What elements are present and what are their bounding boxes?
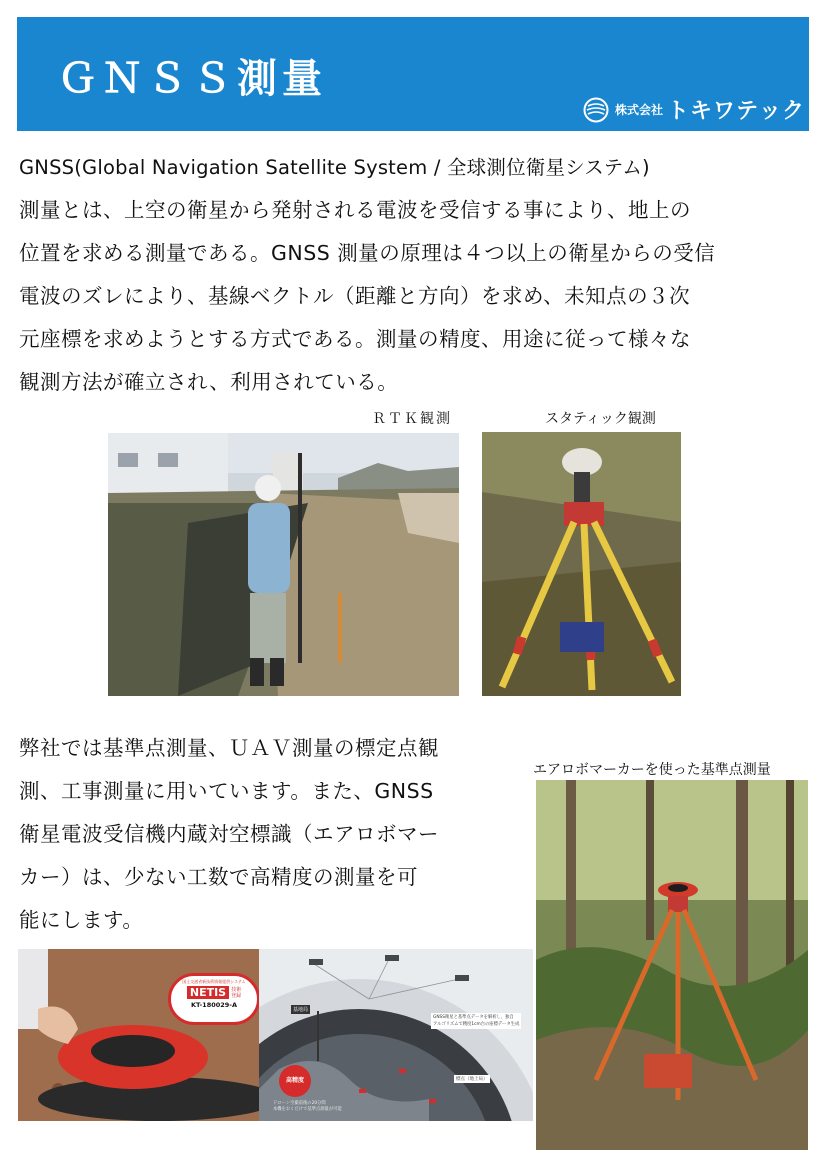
diagram-label-analysis	[431, 1013, 521, 1029]
caption-rtk: ＲＴＫ観測	[372, 411, 452, 427]
diagram-note-line: 本機をおくだけで基準点測量が可能	[273, 1107, 342, 1112]
company-name: トキワテック	[666, 99, 805, 124]
intro-line: 測量とは、上空の衛星から発射される電波を受信する事により、地上の	[19, 198, 691, 222]
aerobo-marker-forest-photo	[536, 780, 808, 1150]
diagram-note	[273, 1101, 342, 1113]
description-line: 衛星電波受信機内蔵対空標識（エアロボマー	[19, 822, 439, 846]
intro-line: GNSS(Global Navigation Satellite System / 全球測位衛星システム)	[19, 156, 650, 179]
description-line: 測、工事測量に用いています。また、GNSS	[19, 779, 434, 803]
intro-line: 位置を求める測量である。GNSS 測量の原理は４つ以上の衛星からの受信	[19, 241, 716, 265]
caption-aerobo: エアロボマーカーを使った基準点測量	[533, 762, 771, 778]
diagram-label-marker: 標点（地上局）	[456, 1077, 488, 1082]
netis-top-text: 国土交通省新技術情報提供システム	[182, 979, 246, 984]
description-line: 弊社では基準点測量、ＵＡＶ測量の標定点観	[19, 736, 439, 760]
description-line: カー）は、少ない工数で高精度の測量を可	[19, 865, 418, 889]
intro-line: 電波のズレにより、基線ベクトル（距離と方向）を求め、未知点の３次	[19, 284, 691, 308]
netis-side-text: 登録	[231, 992, 242, 999]
caption-static: スタティック観測	[545, 411, 656, 427]
gnss-diagram	[259, 949, 533, 1121]
diagram-badge-high-precision: 高精度	[285, 1077, 304, 1084]
diagram-label-base: 基地局	[293, 1007, 309, 1013]
header-banner	[17, 17, 809, 131]
netis-code: KT-180029-A	[190, 1001, 238, 1009]
intro-line: 観測方法が確立され、利用されている。	[19, 370, 399, 394]
company-prefix: 株式会社	[614, 103, 663, 117]
description-paragraph	[19, 727, 514, 942]
diagram-analysis-line: GNSS衛星と基準点データを解析し、独自	[433, 1015, 514, 1020]
description-line: 能にします。	[19, 908, 144, 932]
company-logo	[583, 94, 805, 125]
globe-icon	[583, 97, 609, 123]
diagram-note-line: ドローン空撮前後の20分間	[273, 1101, 326, 1106]
diagram-analysis-line: アルゴリズムで精度1cm台の座標データ生成	[433, 1022, 520, 1027]
page-title: ＧＮＳＳ測量	[57, 56, 327, 102]
intro-line: 元座標を求めようとする方式である。測量の精度、用途に従って様々な	[19, 327, 691, 351]
rtk-survey-photo	[108, 433, 459, 696]
static-survey-photo	[482, 432, 681, 696]
netis-side-text: 技術	[231, 986, 242, 993]
aerobo-marker-photo	[18, 949, 259, 1121]
intro-paragraph	[19, 146, 809, 404]
netis-logo: NETIS	[187, 986, 229, 999]
netis-badge	[168, 973, 259, 1025]
